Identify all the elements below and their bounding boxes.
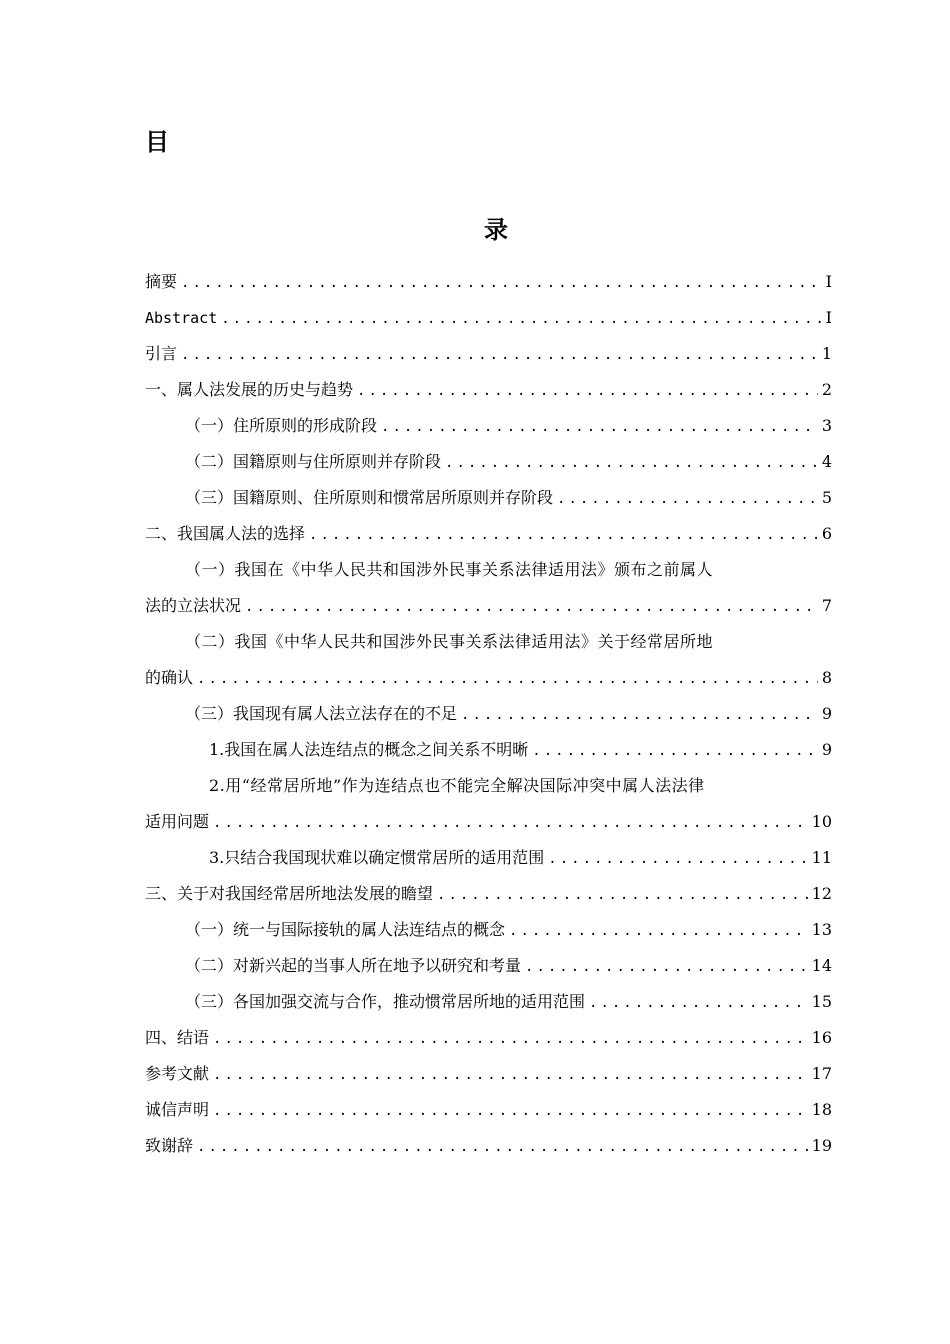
toc-entry-page: 4 [821, 452, 832, 471]
toc-entry-label: 2.用“经常居所地”作为连结点也不能完全解决国际冲突中属人法法律 [209, 776, 705, 795]
toc-leader-dots [213, 1021, 808, 1057]
toc-entry-chapter-3[interactable] [145, 876, 832, 912]
toc-entry-label: （一）我国在《中华人民共和国涉外民事关系法律适用法》颁布之前属人 [185, 560, 714, 579]
toc-entry-section-1-1[interactable] [145, 408, 832, 444]
toc-entry-subsection-2-3-2-line-1[interactable] [145, 768, 832, 804]
toc-entry-introduction[interactable] [145, 336, 832, 372]
toc-entry-section-2-2-line-2[interactable] [145, 660, 832, 696]
toc-entry-subsection-2-3-2-line-2[interactable] [145, 804, 832, 840]
toc-leader-dots [221, 301, 821, 337]
toc-entry-page: 11 [811, 848, 832, 867]
toc-entry-page: 18 [811, 1100, 832, 1119]
toc-leader-dots [181, 265, 822, 301]
toc-entry-label: 三、关于对我国经常居所地法发展的瞻望 [145, 884, 434, 903]
toc-leader-dots [548, 841, 807, 877]
toc-entry-references[interactable] [145, 1056, 832, 1092]
toc-entry-label: （二）对新兴起的当事人所在地予以研究和考量 [185, 956, 522, 975]
toc-leader-dots [213, 805, 808, 841]
toc-entry-section-2-1-line-1[interactable] [145, 552, 832, 588]
toc-leader-dots [357, 373, 818, 409]
toc-leader-dots [197, 661, 818, 697]
toc-entry-label: （三）国籍原则、住所原则和惯常居所原则并存阶段 [185, 488, 554, 507]
toc-entry-page: 3 [821, 416, 832, 435]
toc-entry-chapter-1[interactable] [145, 372, 832, 408]
toc-entry-chapter-4[interactable] [145, 1020, 832, 1056]
toc-leader-dots [381, 409, 818, 445]
toc-entry-abstract-cn[interactable] [145, 264, 832, 300]
toc-leader-dots [437, 877, 808, 913]
toc-entry-section-3-2[interactable] [145, 948, 832, 984]
toc-entry-page: 7 [821, 596, 832, 615]
toc-entry-acknowledgements[interactable] [145, 1128, 832, 1164]
toc-leader-dots [213, 1057, 808, 1093]
toc-entry-label: （二）我国《中华人民共和国涉外民事关系法律适用法》关于经常居所地 [185, 632, 714, 651]
toc-entry-page: 6 [821, 524, 832, 543]
toc-entry-page: 14 [811, 956, 832, 975]
toc-entry-page: 12 [811, 884, 832, 903]
toc-leader-dots [445, 445, 818, 481]
table-of-contents [145, 264, 832, 1164]
toc-entry-label: （三）我国现有属人法立法存在的不足 [185, 704, 458, 723]
toc-leader-dots [589, 985, 808, 1021]
toc-entry-label: 二、我国属人法的选择 [145, 524, 306, 543]
toc-entry-label: 摘要 [145, 272, 178, 291]
toc-entry-label: 3.只结合我国现状难以确定惯常居所的适用范围 [209, 848, 545, 867]
toc-entry-integrity-statement[interactable] [145, 1092, 832, 1128]
toc-entry-section-1-3[interactable] [145, 480, 832, 516]
toc-leader-dots [181, 337, 818, 373]
toc-entry-label: 四、结语 [145, 1028, 210, 1047]
toc-entry-page: 2 [821, 380, 832, 399]
toc-leader-dots [532, 733, 818, 769]
toc-entry-label: 适用问题 [145, 812, 210, 831]
toc-entry-label: 致谢辞 [145, 1136, 194, 1155]
toc-entry-subsection-2-3-3[interactable] [145, 840, 832, 876]
toc-entry-page: I [825, 272, 832, 291]
toc-entry-label: 的确认 [145, 668, 194, 687]
toc-entry-page: 15 [811, 992, 832, 1011]
toc-entry-page: 10 [811, 812, 832, 831]
toc-entry-label: （一）统一与国际接轨的属人法连结点的概念 [185, 920, 506, 939]
toc-entry-page: 5 [821, 488, 832, 507]
toc-entry-page: 9 [821, 740, 832, 759]
toc-entry-section-2-2-line-1[interactable] [145, 624, 832, 660]
toc-entry-label: 参考文献 [145, 1064, 210, 1083]
toc-leader-dots [509, 913, 808, 949]
toc-entry-label: 法的立法状况 [145, 596, 242, 615]
toc-entry-label: （一）住所原则的形成阶段 [185, 416, 378, 435]
toc-entry-label: 诚信声明 [145, 1100, 210, 1119]
toc-entry-abstract-en[interactable] [145, 300, 832, 336]
toc-entry-page: 9 [821, 704, 832, 723]
toc-entry-page: 19 [811, 1136, 832, 1155]
toc-entry-section-3-1[interactable] [145, 912, 832, 948]
toc-entry-page: I [825, 308, 832, 327]
toc-entry-label: 引言 [145, 344, 178, 363]
toc-entry-label: 一、属人法发展的历史与趋势 [145, 380, 354, 399]
toc-leader-dots [213, 1093, 808, 1129]
toc-entry-page: 17 [811, 1064, 832, 1083]
toc-entry-page: 1 [821, 344, 832, 363]
toc-entry-section-1-2[interactable] [145, 444, 832, 480]
toc-entry-chapter-2[interactable] [145, 516, 832, 552]
toc-leader-dots [197, 1129, 808, 1165]
toc-entry-section-2-3[interactable] [145, 696, 832, 732]
toc-leader-dots [525, 949, 808, 985]
toc-entry-label: 1.我国在属人法连结点的概念之间关系不明晰 [209, 740, 529, 759]
toc-entry-page: 16 [811, 1028, 832, 1047]
toc-entry-section-3-3[interactable] [145, 984, 832, 1020]
toc-leader-dots [461, 697, 818, 733]
toc-entry-section-2-1-line-2[interactable] [145, 588, 832, 624]
toc-entry-label: （二）国籍原则与住所原则并存阶段 [185, 452, 442, 471]
toc-entry-page: 13 [811, 920, 832, 939]
toc-title-char-2: 录 [484, 216, 508, 244]
toc-leader-dots [557, 481, 818, 517]
toc-title-char-1: 目 [145, 128, 169, 156]
toc-entry-subsection-2-3-1[interactable] [145, 732, 832, 768]
toc-leader-dots [309, 517, 818, 553]
toc-entry-label: （三）各国加强交流与合作，推动惯常居所地的适用范围 [185, 992, 586, 1011]
toc-entry-page: 8 [821, 668, 832, 687]
toc-leader-dots [245, 589, 818, 625]
toc-entry-label: Abstract [145, 309, 218, 327]
